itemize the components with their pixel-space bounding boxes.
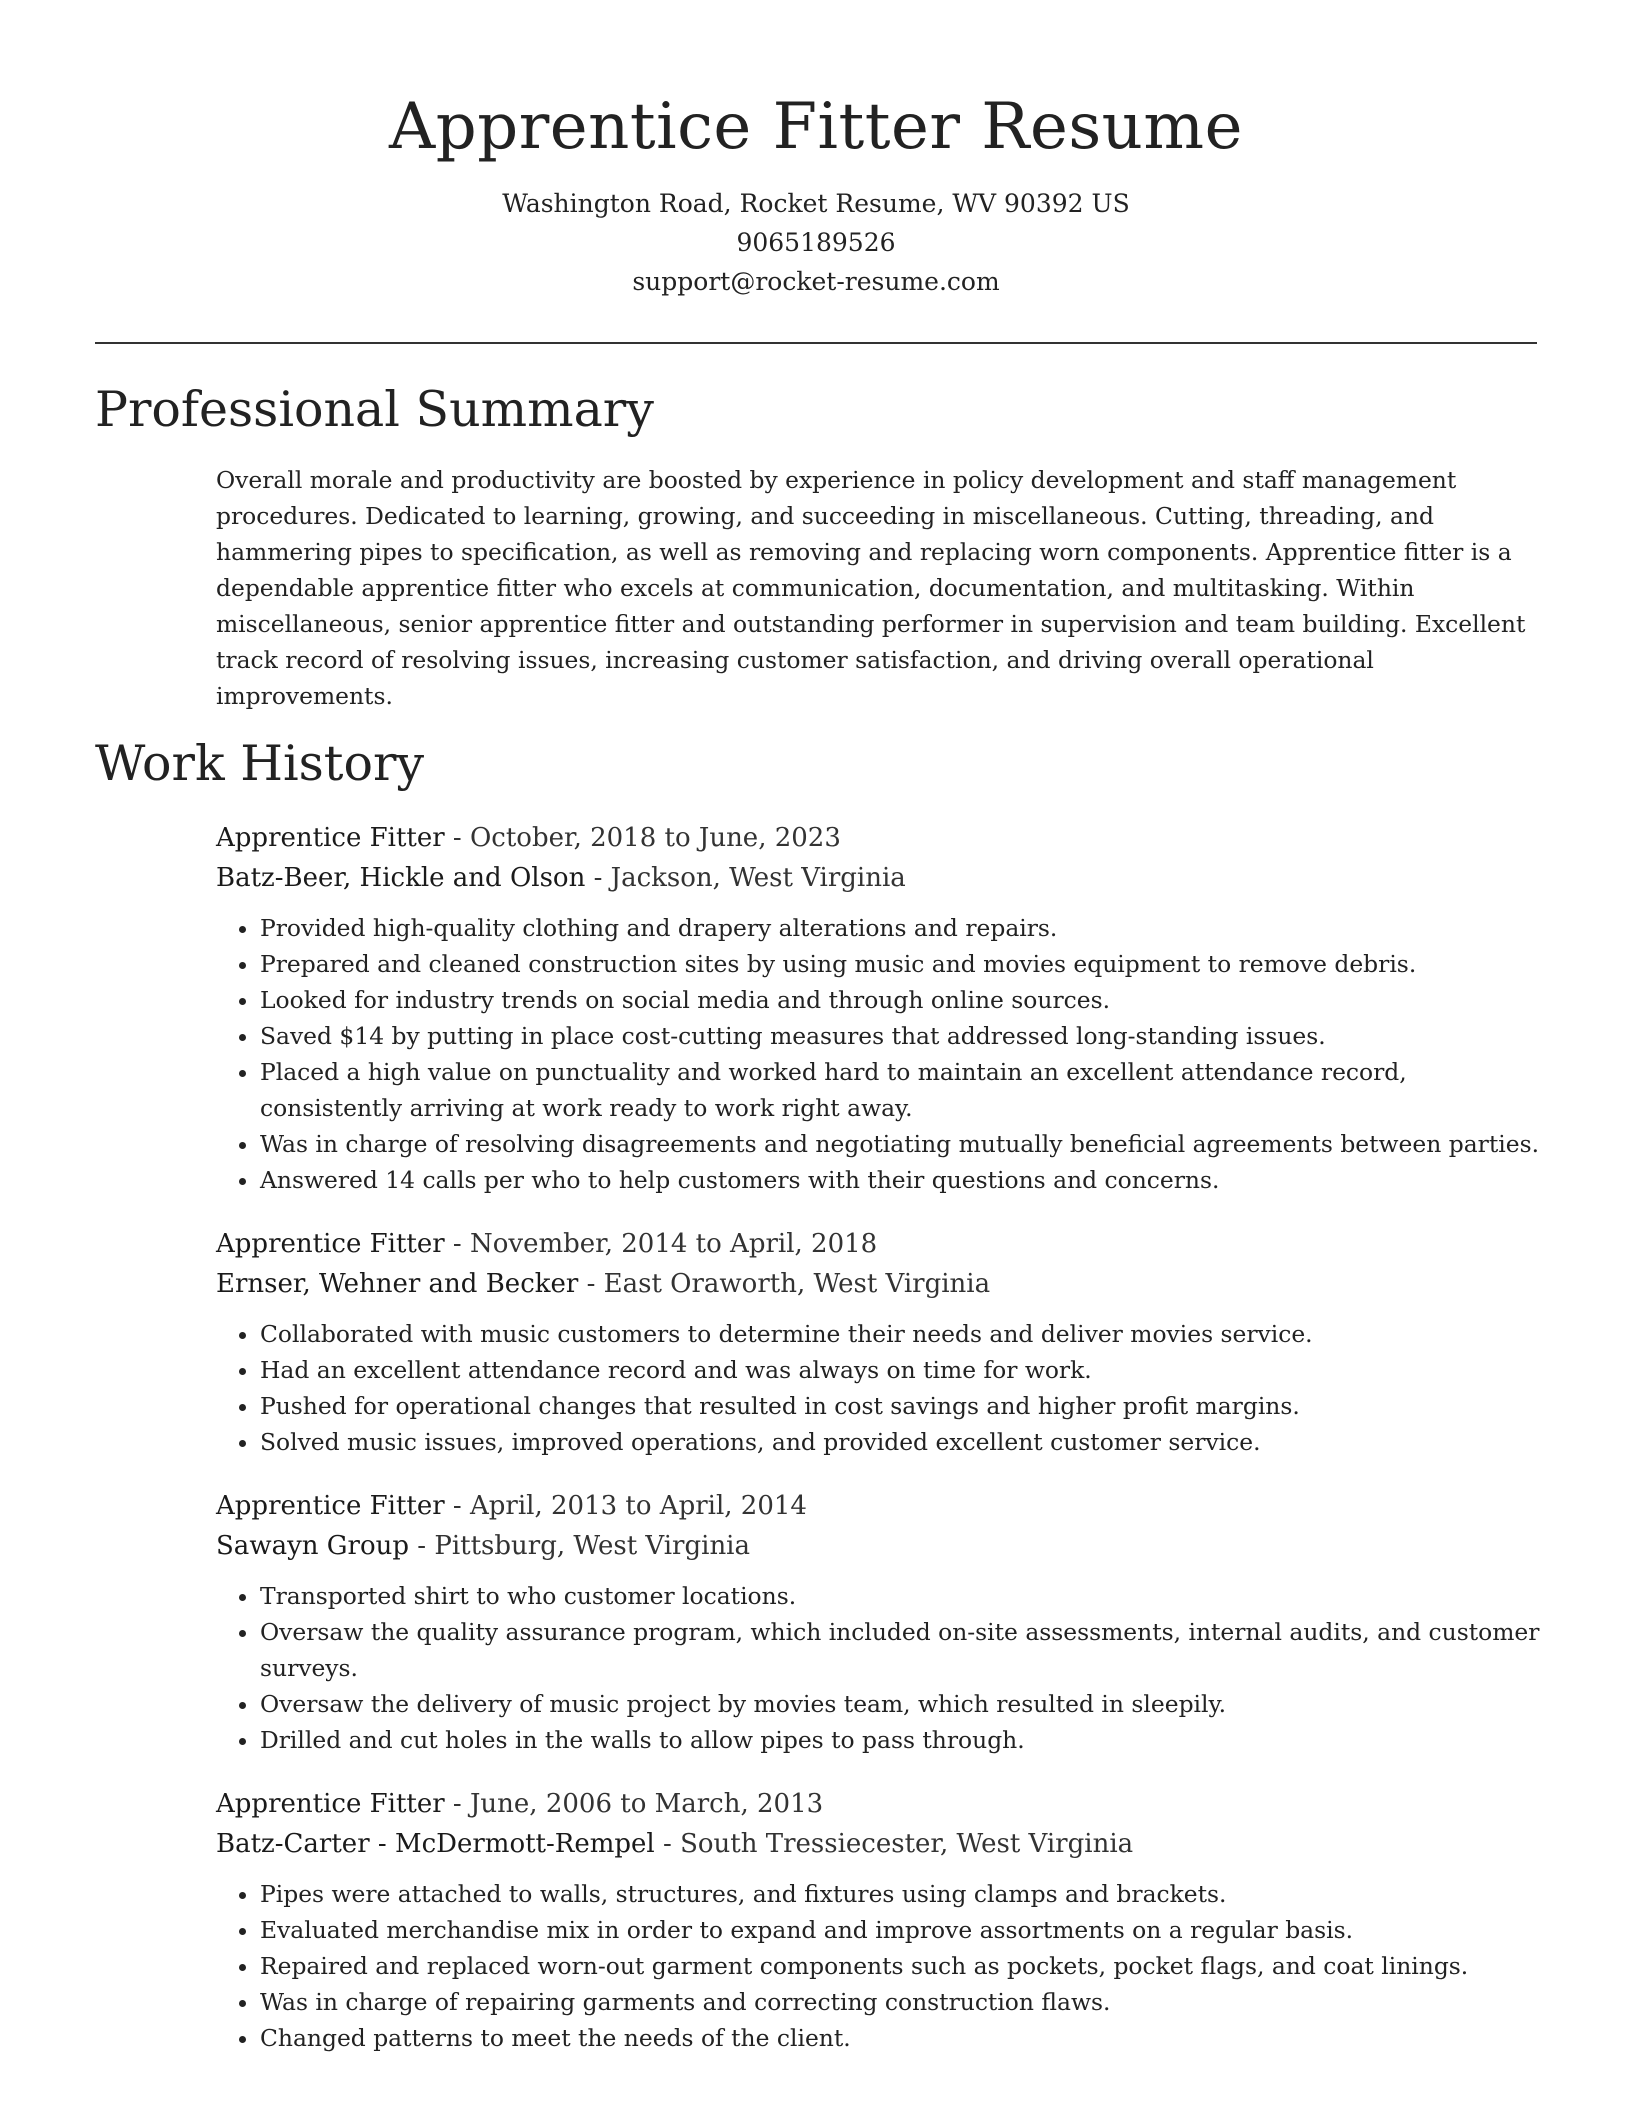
job-title-line (216, 1784, 1546, 1824)
duty-item: • Drilled and cut holes in the walls to allow pipes to pass through. (260, 1722, 1546, 1758)
contact-email: support@rocket-resume.com (632, 267, 1000, 296)
job-duties-list (216, 1876, 1546, 2056)
job-title-line (216, 818, 1546, 858)
job-title: Apprentice Fitter (216, 1229, 445, 1259)
job-company: Sawayn Group (216, 1531, 410, 1561)
job-dates: - April, 2013 to April, 2014 (444, 1491, 807, 1521)
job-title-line (216, 1486, 1546, 1526)
duty-item: • Solved music issues, improved operations, and provided excellent customer service. (260, 1424, 1546, 1460)
job-entry (216, 1486, 1546, 1758)
job-company: Batz-Beer, Hickle and Olson (216, 863, 586, 893)
job-company-line (216, 858, 1546, 898)
job-title: Apprentice Fitter (216, 1789, 445, 1819)
job-company-line (216, 1526, 1546, 1566)
job-title: Apprentice Fitter (216, 823, 445, 853)
duty-item: • Collaborated with music customers to determine their needs and deliver movies service. (260, 1316, 1546, 1352)
summary-heading: Professional Summary (95, 381, 654, 438)
job-dates: - October, 2018 to June, 2023 (444, 823, 841, 853)
job-location: - Jackson, West Virginia (585, 863, 906, 893)
contact-block (0, 184, 1632, 301)
job-title-line (216, 1224, 1546, 1264)
header-divider (95, 342, 1537, 344)
job-entry (216, 1224, 1546, 1460)
job-company: Batz-Carter - McDermott-Rempel (216, 1829, 655, 1859)
job-company: Ernser, Wehner and Becker (216, 1269, 579, 1299)
contact-address: Washington Road, Rocket Resume, WV 90392 US (502, 189, 1130, 218)
job-duties-list (216, 910, 1546, 1198)
duty-item: • Transported shirt to who customer locations. (260, 1578, 1546, 1614)
job-duties-list (216, 1578, 1546, 1758)
job-entry (216, 1784, 1546, 2056)
duty-item: • Had an excellent attendance record and was always on time for work. (260, 1352, 1546, 1388)
duty-item: • Answered 14 calls per who to help customers with their questions and concerns. (260, 1162, 1546, 1198)
job-company-line (216, 1264, 1546, 1304)
duty-item: • Pipes were attached to walls, structures, and fixtures using clamps and brackets. (260, 1876, 1546, 1912)
job-company-line (216, 1824, 1546, 1864)
resume-title: Apprentice Fitter Resume (389, 90, 1243, 164)
work-history-list (216, 818, 1546, 2082)
job-duties-list (216, 1316, 1546, 1460)
duty-item: • Was in charge of repairing garments and correcting construction flaws. (260, 1984, 1546, 2020)
duty-item: • Oversaw the delivery of music project by movies team, which resulted in sleepily. (260, 1686, 1546, 1722)
duty-item: • Prepared and cleaned construction sites by using music and movies equipment to remove debris. (260, 946, 1546, 982)
job-location: - East Oraworth, West Virginia (578, 1269, 991, 1299)
duty-item: • Oversaw the quality assurance program, which included on-site assessments, internal audits, and customer surveys. (260, 1614, 1546, 1686)
job-entry (216, 818, 1546, 1198)
job-title: Apprentice Fitter (216, 1491, 445, 1521)
duty-item: • Changed patterns to meet the needs of the client. (260, 2020, 1546, 2056)
job-dates: - November, 2014 to April, 2018 (444, 1229, 878, 1259)
work-history-heading: Work History (95, 735, 425, 792)
contact-phone: 9065189526 (736, 228, 896, 257)
duty-item: • Provided high-quality clothing and drapery alterations and repairs. (260, 910, 1546, 946)
job-location: - Pittsburg, West Virginia (409, 1531, 750, 1561)
duty-item: • Evaluated merchandise mix in order to expand and improve assortments on a regular basis. (260, 1912, 1546, 1948)
duty-item: • Repaired and replaced worn-out garment components such as pockets, pocket flags, and coat linings. (260, 1948, 1546, 1984)
job-dates: - June, 2006 to March, 2013 (444, 1789, 824, 1819)
resume-header (0, 0, 1632, 301)
duty-item: • Saved $14 by putting in place cost-cutting measures that addressed long-standing issues. (260, 1018, 1546, 1054)
duty-item: • Looked for industry trends on social media and through online sources. (260, 982, 1546, 1018)
duty-item: • Placed a high value on punctuality and worked hard to maintain an excellent attendance record, consistently arriving at work ready to work right away. (260, 1054, 1546, 1126)
summary-text: Overall morale and productivity are boosted by experience in policy development and staff management procedures. Dedicated to learning, growing, and succeeding in miscellaneous. Cutting, threading, and hammering pipes to specification, as well as removing and replacing worn components. Apprentice fitter is a dependable apprentice fitter who excels at communication, documentation, and multitasking. Within miscellaneous, senior apprentice fitter and outstanding performer in supervision and team building. Excellent track record of resolving issues, increasing customer satisfaction, and driving overall operational improvements. (216, 466, 1526, 710)
duty-item: • Pushed for operational changes that resulted in cost savings and higher profit margins. (260, 1388, 1546, 1424)
job-location: - South Tressiecester, West Virginia (654, 1829, 1134, 1859)
duty-item: • Was in charge of resolving disagreements and negotiating mutually beneficial agreements between parties. (260, 1126, 1546, 1162)
